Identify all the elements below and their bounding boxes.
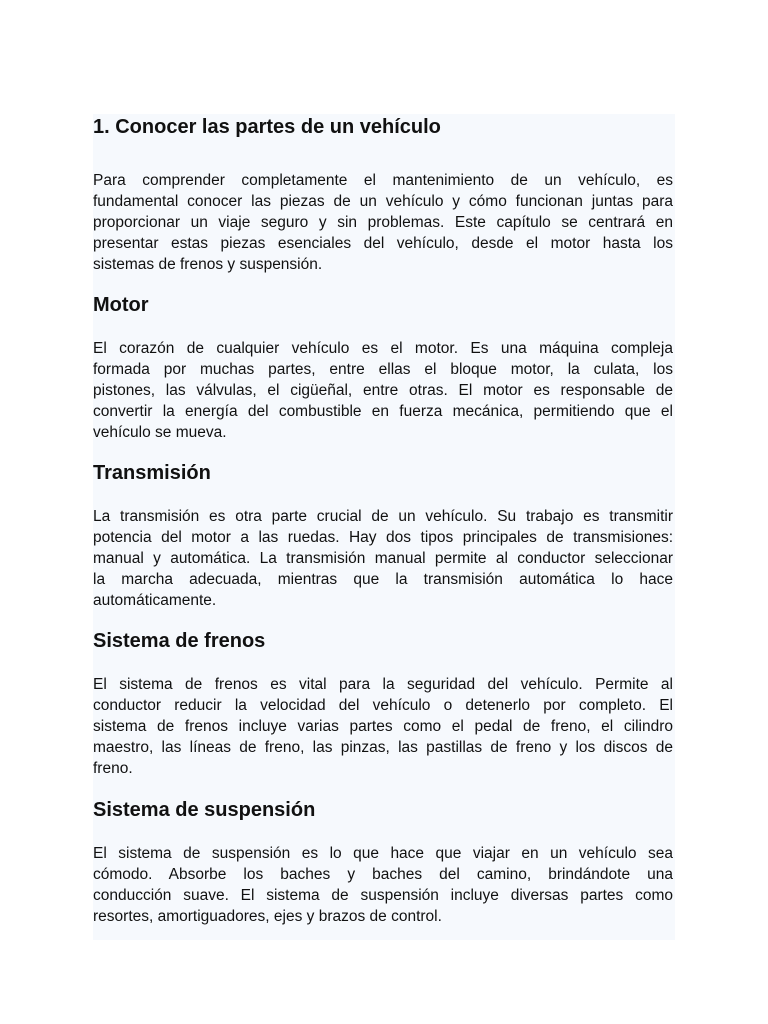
intro-line: fundamental conocer las piezas de un vehículo y cómo funcionan juntas para — [93, 193, 673, 210]
paragraph-line: El corazón de cualquier vehículo es el motor. Es una máquina compleja — [93, 340, 673, 357]
intro-line: sistemas de frenos y suspensión. — [93, 256, 323, 273]
section-paragraph-suspension — [93, 843, 673, 927]
section-paragraph-transmision — [93, 506, 673, 611]
paragraph-line: conductor reducir la velocidad del vehículo o detenerlo por completo. El — [93, 697, 673, 714]
intro-line: presentar estas piezas esenciales del vehículo, desde el motor hasta los — [93, 235, 673, 252]
paragraph-line: El sistema de frenos es vital para la seguridad del vehículo. Permite al — [93, 676, 673, 693]
section-heading-suspension: Sistema de suspensión — [93, 799, 316, 821]
paragraph-line: convertir la energía del combustible en fuerza mecánica, permitiendo que el — [93, 403, 673, 420]
paragraph-line: conducción suave. El sistema de suspensión incluye diversas partes como — [93, 887, 673, 904]
paragraph-line: pistones, las válvulas, el cigüeñal, entre otras. El motor es responsable de — [93, 382, 673, 399]
paragraph-line: cómodo. Absorbe los baches y baches del camino, brindándote una — [93, 866, 673, 883]
section-heading-motor: Motor — [93, 294, 149, 316]
page-title: 1. Conocer las partes de un vehículo — [93, 116, 441, 138]
paragraph-line: La transmisión es otra parte crucial de un vehículo. Su trabajo es transmitir — [93, 508, 673, 525]
paragraph-line: formada por muchas partes, entre ellas el bloque motor, la culata, los — [93, 361, 673, 378]
paragraph-line: potencia del motor a las ruedas. Hay dos tipos principales de transmisiones: — [93, 529, 673, 546]
section-paragraph-frenos — [93, 674, 673, 779]
intro-line: Para comprender completamente el mantenimiento de un vehículo, es — [93, 172, 673, 189]
paragraph-line: maestro, las líneas de freno, las pinzas, las pastillas de freno y los discos de — [93, 739, 673, 756]
paragraph-line: vehículo se mueva. — [93, 424, 227, 441]
intro-paragraph — [93, 170, 673, 275]
section-heading-frenos: Sistema de frenos — [93, 630, 266, 652]
paragraph-line: la marcha adecuada, mientras que la transmisión automática lo hace — [93, 571, 673, 588]
paragraph-line: resortes, amortiguadores, ejes y brazos de control. — [93, 908, 442, 925]
section-paragraph-motor — [93, 338, 673, 443]
paragraph-line: manual y automática. La transmisión manual permite al conductor seleccionar — [93, 550, 673, 567]
paragraph-line: freno. — [93, 760, 133, 777]
paragraph-line: automáticamente. — [93, 592, 217, 609]
paragraph-line: sistema de frenos incluye varias partes como el pedal de freno, el cilindro — [93, 718, 673, 735]
paragraph-line: El sistema de suspensión es lo que hace que viajar en un vehículo sea — [93, 845, 673, 862]
intro-line: proporcionar un viaje seguro y sin problemas. Este capítulo se centrará en — [93, 214, 673, 231]
section-heading-transmision: Transmisión — [93, 462, 211, 484]
